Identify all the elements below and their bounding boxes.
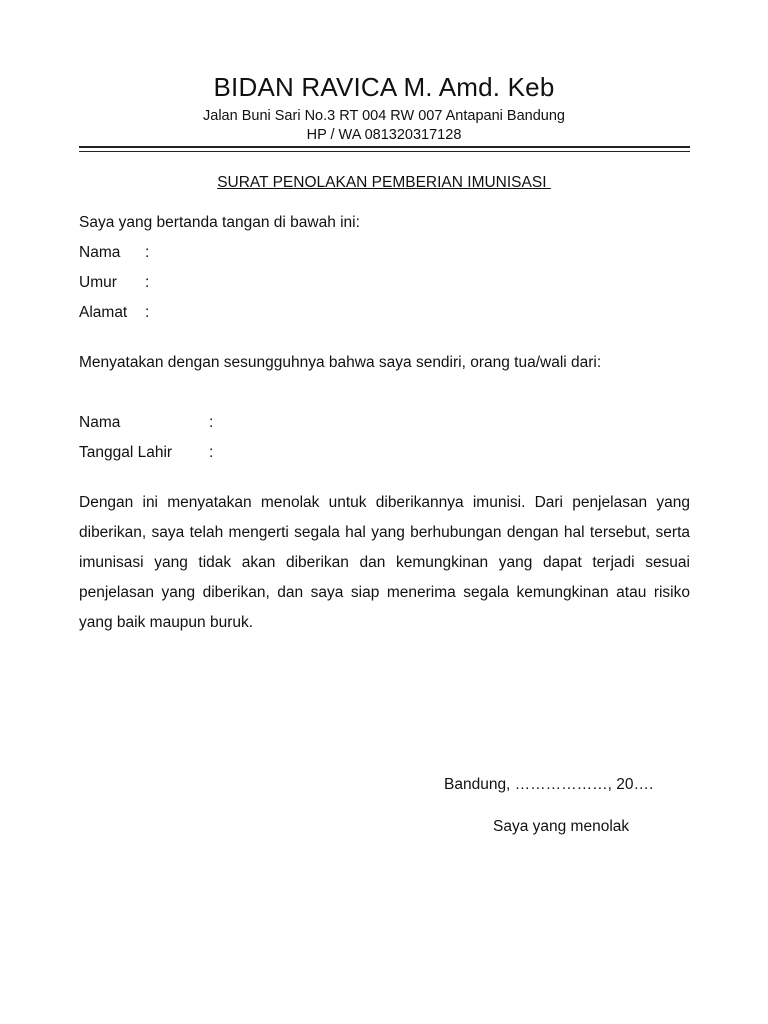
signature-label: Saya yang menolak (493, 818, 630, 835)
letterhead-divider-thick (79, 146, 690, 148)
document-title: SURAT PENOLAKAN PEMBERIAN IMUNISASI (217, 174, 551, 191)
child-name-label: Nama (79, 414, 121, 431)
signature-place-date: Bandung, ………………, 20…. (444, 776, 654, 793)
letterhead-name: BIDAN RAVICA M. Amd. Keb (213, 72, 555, 102)
signer-name-label: Nama (79, 244, 121, 261)
signer-address-colon: : (145, 304, 150, 321)
statement-paragraph: Menyatakan dengan sesungguhnya bahwa saya sendiri, orang tua/wali dari: (79, 354, 602, 371)
intro-text: Saya yang bertanda tangan di bawah ini: (79, 214, 360, 231)
signer-age-colon: : (145, 274, 150, 291)
letterhead-address: Jalan Buni Sari No.3 RT 004 RW 007 Antapani Bandung (203, 108, 565, 124)
child-birthdate-colon: : (209, 444, 214, 461)
letterhead-phone: HP / WA 081320317128 (306, 127, 462, 143)
signer-age-label: Umur (79, 274, 117, 291)
body-paragraph: Dengan ini menyatakan menolak untuk diberikannya imunisi. Dari penjelasan yang diberikan, saya telah mengerti segala hal yang berhubungan dengan hal tersebut, serta imunisasi yang tidak akan diberikan dan kemungkinan yang dapat terjadi sesuai penjelasan yang diberikan, dan saya siap menerima segala kemungkinan atau risiko yang baik maupun buruk. (79, 494, 690, 631)
child-birthdate-label: Tanggal Lahir (79, 444, 173, 461)
signer-address-label: Alamat (79, 304, 128, 321)
child-name-colon: : (209, 414, 214, 431)
letterhead-divider-thin (79, 151, 690, 152)
signer-name-colon: : (145, 244, 150, 261)
